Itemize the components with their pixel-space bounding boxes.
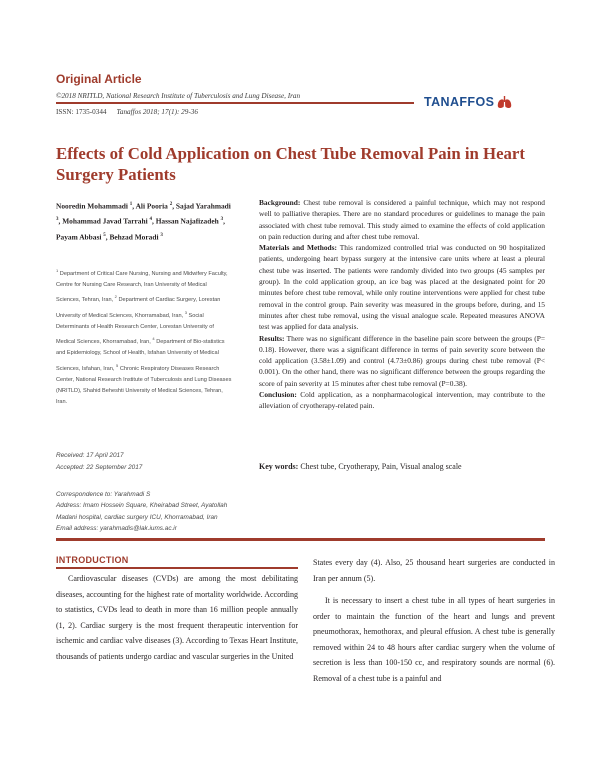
background-text: Chest tube removal is considered a painful technique, which may not respond well to palliative therapies. There are no standard procedures or guidelines to manage the pain associated with chest tube removal. This study aimed to examine the effects of cold application on pain reduction during and after chest tube removal. bbox=[259, 198, 545, 241]
header-rule bbox=[56, 102, 414, 104]
body-column-left bbox=[56, 571, 298, 664]
issn: ISSN: 1735-0344 bbox=[56, 108, 107, 116]
article-dates bbox=[56, 450, 142, 473]
abstract-results bbox=[259, 333, 545, 389]
results-text: There was no significant difference in the baseline pain score between the groups (P= 0.18). However, there was a significant difference in terms of pain severity score between the cold application (3.58±1.09) and control (4.73±0.86) groups during chest tube removal (P< 0.001). On the other hand, there was no significant difference between the groups regarding the score of pain severity at 15 minutes after chest tube removal (P=0.38). bbox=[259, 333, 546, 388]
author-name: Ali Pooria bbox=[135, 201, 168, 211]
author-affiliation-mark: 3 bbox=[56, 217, 59, 223]
author-affiliation-mark: 3 bbox=[160, 232, 163, 238]
affiliation-text: Chronic Respiratory Diseases Research Center, National Research Institute of Tuberculosis and Lung Diseases (NRITLD), Shahid Beheshti University of Medical Sciences, Tehran, Iran. bbox=[56, 365, 232, 406]
intro-paragraph: Cardiovascular diseases (CVDs) are among the most debilitating diseases, accounting for the highest rate of mortality worldwide. According to statistics, CVDs lead to death in more than 16 million people annually (1, 2). Cardiac surgery is the most frequent therapeutic intervention for ischemic and cardiac valve diseases (3). According to Texas Heart Institute, thousands of patients undergo cardiac and vascular surgeries in the United bbox=[56, 574, 298, 661]
intro-paragraph: It is necessary to insert a chest tube in all types of heart surgeries in order to maintain the function of the heart and lungs and prevent pneumothorax, hemothorax, and pleural effusion. A chest tube is generally removed within 24 to 48 hours after cardiac surgery when the volume of secretion is less than 100-150 cc, and respiratory sounds are normal (6). Removal of a chest tube is a painful and bbox=[313, 596, 555, 683]
keywords-text: Chest tube, Cryotherapy, Pain, Visual analog scale bbox=[300, 462, 462, 471]
author-affiliation-mark: 4 bbox=[149, 217, 152, 223]
correspondence bbox=[56, 489, 246, 535]
conclusion-label: Conclusion: bbox=[259, 390, 297, 400]
results-label: Results: bbox=[259, 333, 285, 343]
body-column-right bbox=[313, 555, 555, 686]
author-name: Mohammad Javad Tarrahi bbox=[62, 216, 148, 226]
keywords bbox=[259, 462, 545, 471]
introduction-rule bbox=[56, 567, 298, 569]
author-name: Sajad Yarahmadi bbox=[175, 201, 231, 211]
affiliation-text: Social Determinants of Health Research Center, Lorestan University of Medical Sciences, Khorramabad, Iran, bbox=[56, 312, 214, 345]
affiliation-mark: 1 bbox=[56, 268, 59, 273]
affiliation-mark: 5 bbox=[116, 362, 119, 368]
author-affiliation-mark: 5 bbox=[103, 232, 106, 238]
abstract-methods bbox=[259, 242, 545, 332]
author-affiliation-mark: 2 bbox=[169, 202, 173, 207]
methods-text: This randomized controlled trial was conducted on 90 hospitalized patients, undergoing heart bypass surgery at the intensive care units where at least a pleural chest tube was inserted. The patients were randomly divided into two groups (45 samples per group). In the cold application group, an ice bag was placed at the designated point for 20 minutes before chest tube removal, while only routine interventions were applied for chest tube removal in the control group. Pain severity was measured in the groups before, during, and 15 minutes after chest tube removal, using the visual analogue scale. Repeated measures ANOVA test was applied for data analysis. bbox=[259, 243, 546, 332]
keywords-label: Key words: bbox=[259, 462, 299, 471]
author-name: Payam Abbasi bbox=[56, 232, 102, 242]
author-name: Nooredin Mohammadi bbox=[56, 201, 128, 211]
logo-text: TANAFFOS bbox=[424, 95, 495, 109]
introduction-heading: INTRODUCTION bbox=[56, 555, 129, 565]
methods-label: Materials and Methods: bbox=[259, 243, 338, 253]
background-label: Background: bbox=[259, 198, 301, 207]
issn-line bbox=[56, 108, 198, 116]
lungs-logo-icon bbox=[497, 96, 512, 109]
abstract-background bbox=[259, 197, 545, 242]
affiliation-text: Department of Critical Care Nursing, Nursing and Midwifery Faculty, Centre for Nursing Care Research, Iran University of Medical Sciences, Tehran, Iran, bbox=[56, 270, 228, 304]
correspondence-name: Correspondence to: Yarahmadi S bbox=[56, 491, 151, 498]
abstract bbox=[259, 197, 545, 412]
abstract-conclusion bbox=[259, 389, 545, 412]
journal-logo bbox=[424, 95, 512, 109]
affiliation-text: Department of Cardiac Surgery, Lorestan University of Medical Sciences, Khorramabad, Iran, bbox=[56, 297, 221, 319]
affiliation-text: Department of Bio-statistics and Epidemiology, School of Health, Isfahan University of Medical Sciences, Isfahan, Iran, bbox=[56, 338, 225, 372]
section-separator bbox=[56, 538, 545, 541]
correspondence-email[interactable]: Email address: yarahmadis@lak.iums.ac.ir bbox=[56, 525, 177, 533]
section-label: Original Article bbox=[56, 72, 142, 86]
affiliation-mark: 3 bbox=[184, 309, 187, 315]
affiliation-mark: 4 bbox=[152, 336, 155, 342]
author-list: Nooredin Mohammadi $^1$, Ali Pooria $^2$, Sajad Yarahmadi $^3$, Mohammad Javad Tarrahi $^4$, Hassan Najafizadeh $^3$, Payam Abbasi $^5$, Behzad Moradi $^3$ bbox=[56, 201, 231, 242]
journal-reference: Tanaffos 2018; 17(1): 29-36 bbox=[116, 108, 198, 116]
affiliation-mark: 2 bbox=[114, 294, 117, 300]
intro-paragraph: States every day (4). Also, 25 thousand heart surgeries are conducted in Iran per annum (5). bbox=[313, 558, 555, 583]
author-affiliation-mark: 1 bbox=[129, 202, 133, 207]
copyright-line: ©2018 NRITLD, National Research Institute of Tuberculosis and Lung Disease, Iran bbox=[56, 92, 301, 100]
affiliations bbox=[56, 265, 232, 409]
author-name: Hassan Najafizadeh bbox=[155, 216, 219, 226]
accepted-date: Accepted: 22 September 2017 bbox=[56, 463, 143, 471]
article-title: Effects of Cold Application on Chest Tube Removal Pain in Heart Surgery Patients bbox=[56, 144, 525, 184]
received-date: Received: 17 April 2017 bbox=[56, 452, 124, 459]
author-name: Behzad Moradi bbox=[109, 232, 159, 242]
author-affiliation-mark: 3 bbox=[220, 217, 224, 223]
conclusion-text: Cold application, as a nonpharmacological intervention, may contribute to the alleviation of cryotherapy-related pain. bbox=[259, 390, 545, 411]
correspondence-address: Address: Imam Hossein Square, Kheirabad Street, Ayatollah Madani hospital, cardiac surgery ICU, Khorramabad, Iran bbox=[56, 502, 228, 521]
